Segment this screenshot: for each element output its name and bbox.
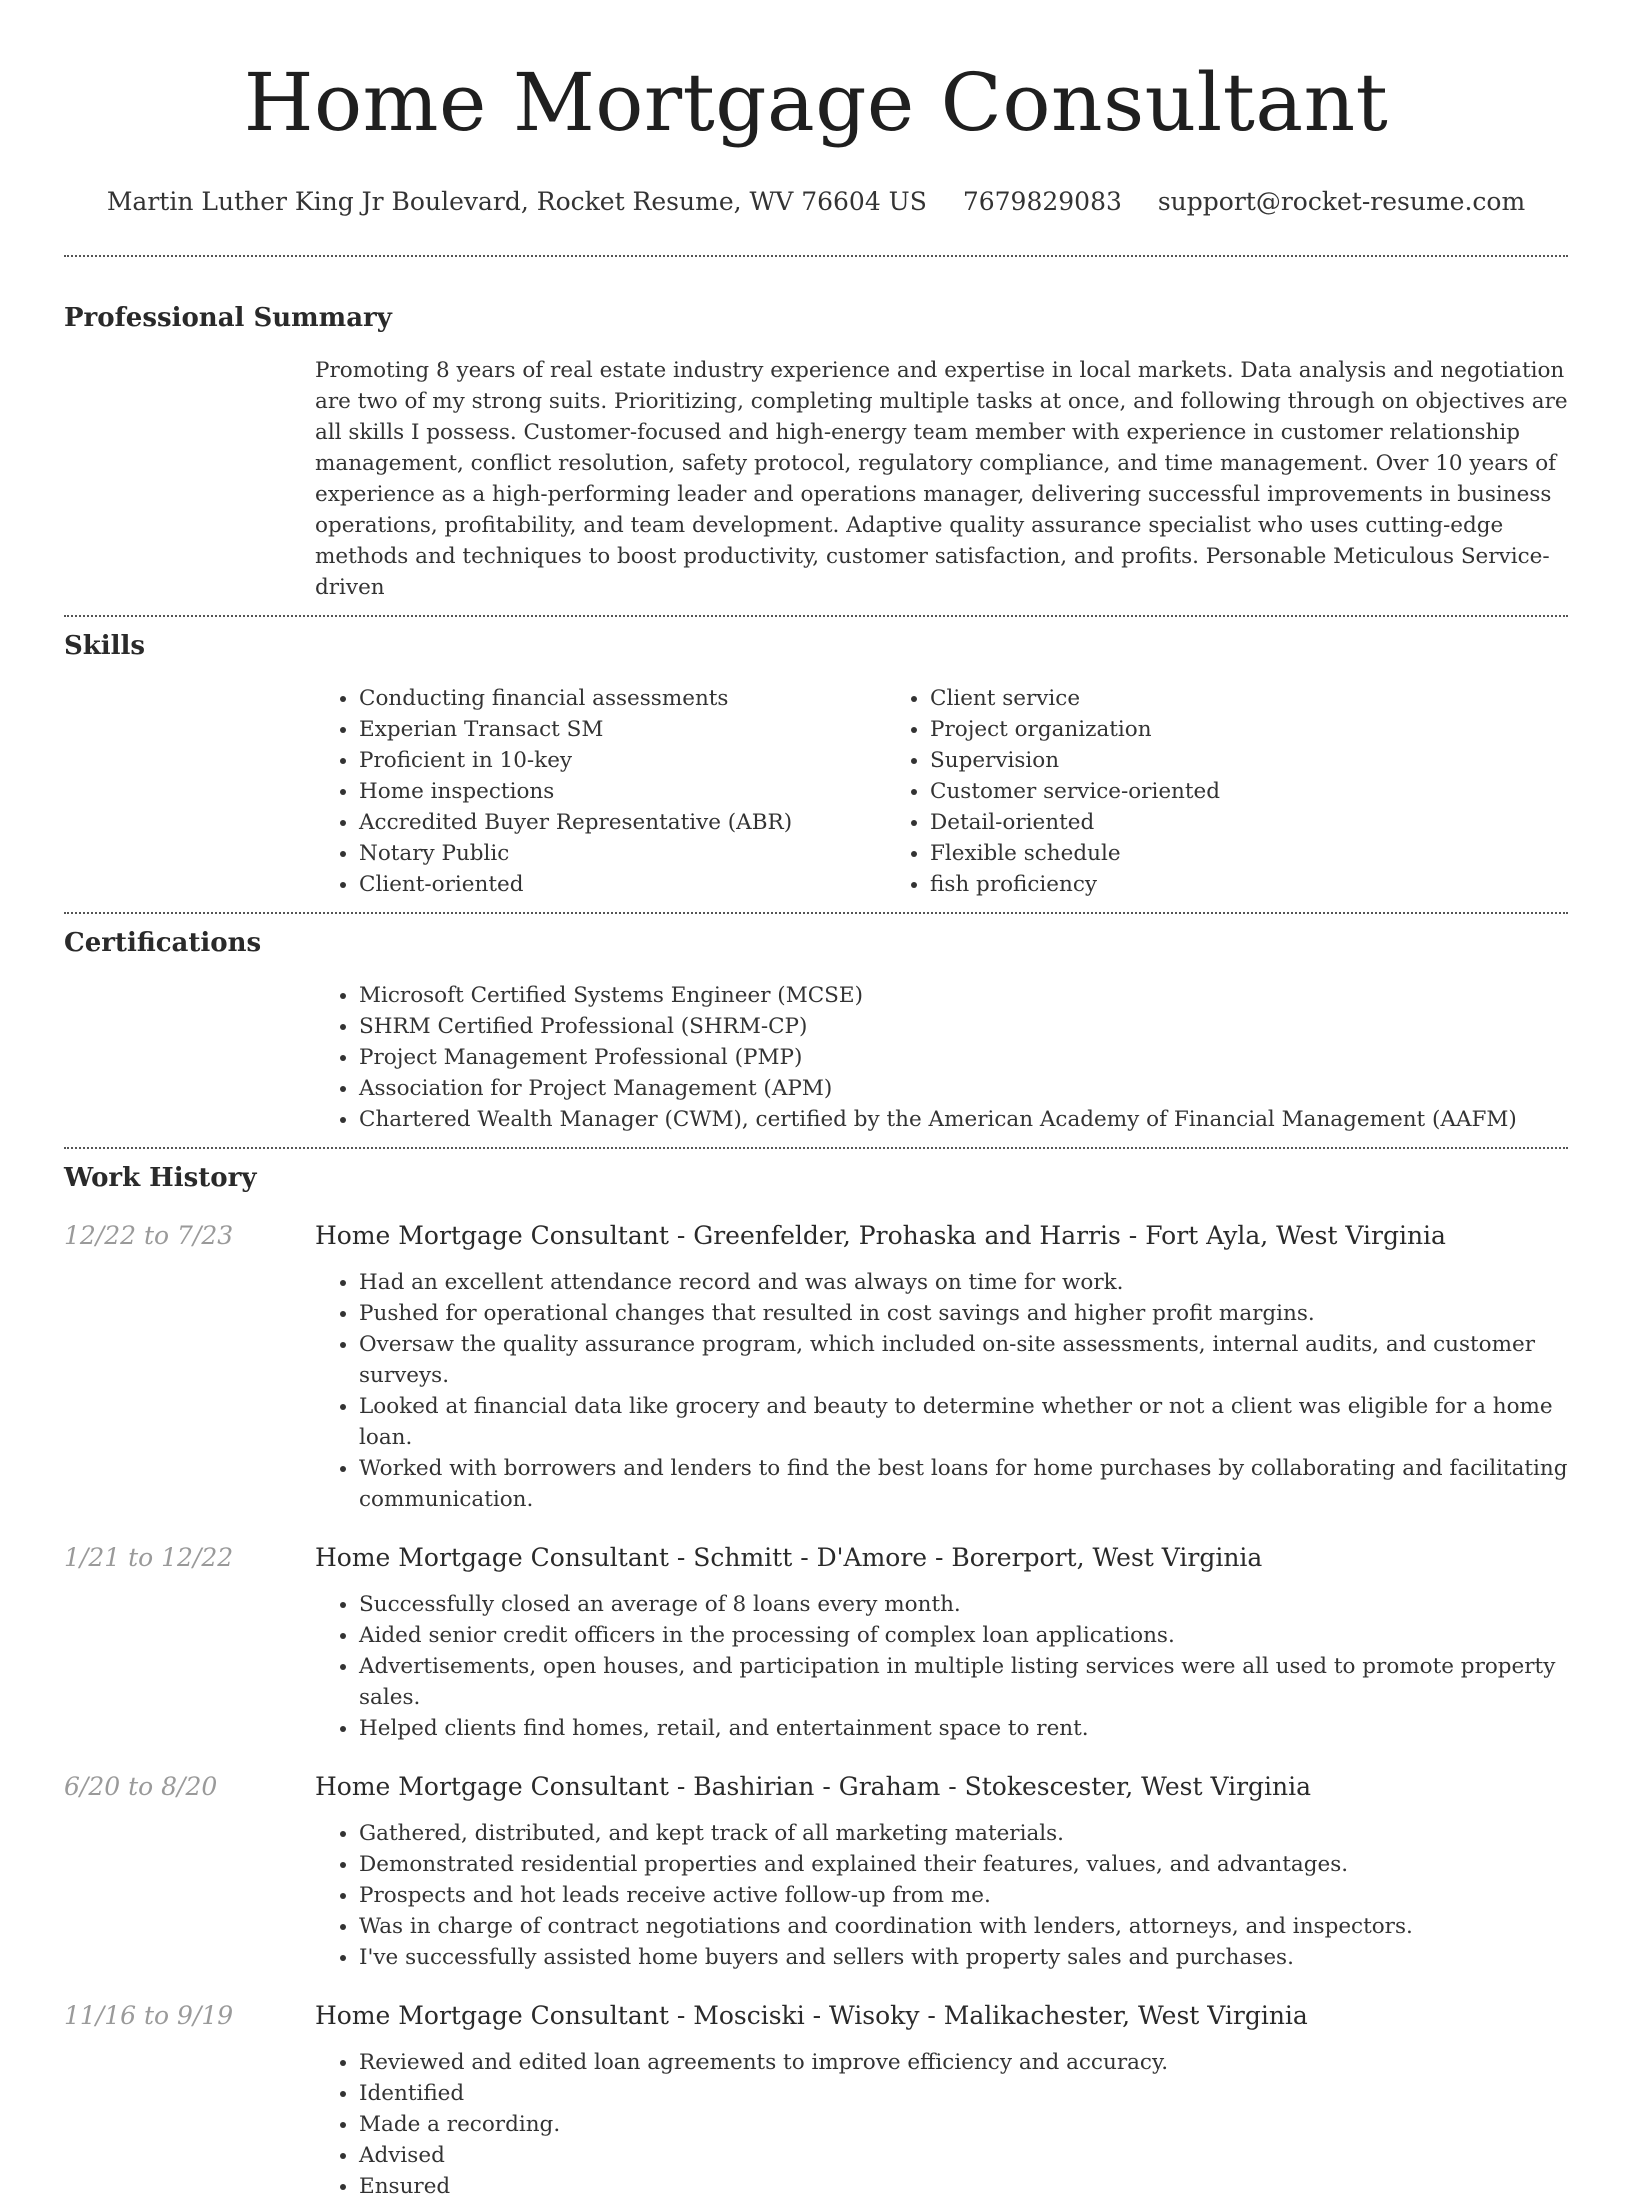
list-item: • Looked at financial data like grocery and beauty to determine whether or not a client was eligible for a home loan. <box>359 1391 1568 1453</box>
resume-title: Home Mortgage Consultant <box>243 56 1389 149</box>
skills-grid <box>315 683 1568 900</box>
list-item: • Aided senior credit officers in the processing of complex loan applications. <box>359 1620 1568 1651</box>
work-history-heading: Work History <box>64 1163 257 1193</box>
job-dates: 1/21 to 12/22 <box>64 1543 234 1572</box>
list-item: • Helped clients find homes, retail, and entertainment space to rent. <box>359 1713 1568 1744</box>
jobs-list <box>64 1219 1568 2202</box>
certifications-heading: Certifications <box>64 928 262 958</box>
summary-text: Promoting 8 years of real estate industry experience and expertise in local markets. Data analysis and negotiation are two of my strong suits. Prioritizing, completing multiple tasks at once, and following through on objectives are all skills I possess. Customer-focused and high-energy team member with experience in customer relationship management, conflict resolution, safety protocol, regulatory compliance, and time management. Over 10 years of experience as a high-performing leader and operations manager, delivering successful improvements in business operations, profitability, and team development. Adaptive quality assurance specialist who uses cutting-edge methods and techniques to boost productivity, customer satisfaction, and profits. Personable Meticulous Service-driven <box>315 358 1568 600</box>
list-item: • Reviewed and edited loan agreements to improve efficiency and accuracy. <box>359 2047 1568 2078</box>
skills-section <box>64 617 1568 900</box>
summary-section <box>64 257 1568 603</box>
list-item: • Successfully closed an average of 8 loans every month. <box>359 1589 1568 1620</box>
job-dates: 12/22 to 7/23 <box>64 1221 234 1250</box>
list-item: • Supervision <box>930 745 1457 776</box>
skills-heading: Skills <box>64 631 146 661</box>
list-item: • SHRM Certified Professional (SHRM-CP) <box>359 1011 1568 1042</box>
list-item: • Project organization <box>930 714 1457 745</box>
contact-line <box>64 185 1568 219</box>
list-item: • Demonstrated residential properties and explained their features, values, and advantages. <box>359 1849 1568 1880</box>
list-item: • Association for Project Management (APM) <box>359 1073 1568 1104</box>
job-entry <box>64 1219 1568 1515</box>
job-details <box>315 1770 1568 1973</box>
skills-list-left <box>315 683 886 900</box>
list-item: • Project Management Professional (PMP) <box>359 1042 1568 1073</box>
job-entry <box>64 1770 1568 1973</box>
list-item: • Microsoft Certified Systems Engineer (MCSE) <box>359 980 1568 1011</box>
contact-phone: 7679829083 <box>962 187 1122 216</box>
contact-address: Martin Luther King Jr Boulevard, Rocket Resume, WV 76604 US <box>106 187 927 216</box>
job-title: Home Mortgage Consultant - Mosciski - Wisoky - Malikachester, West Virginia <box>315 2001 1308 2030</box>
job-title: Home Mortgage Consultant - Schmitt - D'Amore - Borerport, West Virginia <box>315 1543 1263 1572</box>
list-item: • Prospects and hot leads receive active follow-up from me. <box>359 1880 1568 1911</box>
list-item: • Detail-oriented <box>930 807 1457 838</box>
list-item: • I've successfully assisted home buyers and sellers with property sales and purchases. <box>359 1942 1568 1973</box>
list-item: • Customer service-oriented <box>930 776 1457 807</box>
job-bullets <box>315 1589 1568 1744</box>
list-item: • Oversaw the quality assurance program, which included on-site assessments, internal audits, and customer surveys. <box>359 1329 1568 1391</box>
job-details <box>315 1999 1568 2202</box>
list-item: • Identified <box>359 2078 1568 2109</box>
job-title: Home Mortgage Consultant - Bashirian - Graham - Stokescester, West Virginia <box>315 1772 1312 1801</box>
list-item: • Pushed for operational changes that resulted in cost savings and higher profit margins. <box>359 1298 1568 1329</box>
job-title: Home Mortgage Consultant - Greenfelder, Prohaska and Harris - Fort Ayla, West Virginia <box>315 1221 1446 1250</box>
job-details <box>315 1219 1568 1515</box>
list-item: • Client service <box>930 683 1457 714</box>
work-history-section <box>64 1149 1568 2202</box>
list-item: • Accredited Buyer Representative (ABR) <box>359 807 886 838</box>
job-bullets <box>315 1818 1568 1973</box>
job-entry <box>64 1541 1568 1744</box>
certifications-list <box>315 980 1568 1135</box>
list-item: • Ensured <box>359 2171 1568 2202</box>
list-item: • Notary Public <box>359 838 886 869</box>
list-item: • Proficient in 10-key <box>359 745 886 776</box>
skills-list-right <box>886 683 1457 900</box>
job-bullets <box>315 2047 1568 2202</box>
list-item: • Conducting financial assessments <box>359 683 886 714</box>
job-details <box>315 1541 1568 1744</box>
list-item: • Had an excellent attendance record and was always on time for work. <box>359 1267 1568 1298</box>
summary-heading: Professional Summary <box>64 303 392 333</box>
certifications-section <box>64 914 1568 1135</box>
list-item: • Gathered, distributed, and kept track of all marketing materials. <box>359 1818 1568 1849</box>
contact-email: support@rocket-resume.com <box>1157 187 1526 216</box>
list-item: • fish proficiency <box>930 869 1457 900</box>
job-dates: 11/16 to 9/19 <box>64 2001 234 2030</box>
list-item: • Advised <box>359 2140 1568 2171</box>
list-item: • Worked with borrowers and lenders to find the best loans for home purchases by collaborating and facilitating communication. <box>359 1453 1568 1515</box>
list-item: • Was in charge of contract negotiations and coordination with lenders, attorneys, and inspectors. <box>359 1911 1568 1942</box>
job-entry <box>64 1999 1568 2202</box>
job-bullets <box>315 1267 1568 1515</box>
list-item: • Chartered Wealth Manager (CWM), certified by the American Academy of Financial Management (AAFM) <box>359 1104 1568 1135</box>
list-item: • Made a recording. <box>359 2109 1568 2140</box>
list-item: • Flexible schedule <box>930 838 1457 869</box>
list-item: • Experian Transact SM <box>359 714 886 745</box>
list-item: • Home inspections <box>359 776 886 807</box>
job-dates: 6/20 to 8/20 <box>64 1772 218 1801</box>
list-item: • Client-oriented <box>359 869 886 900</box>
list-item: • Advertisements, open houses, and participation in multiple listing services were all used to promote property sales. <box>359 1651 1568 1713</box>
